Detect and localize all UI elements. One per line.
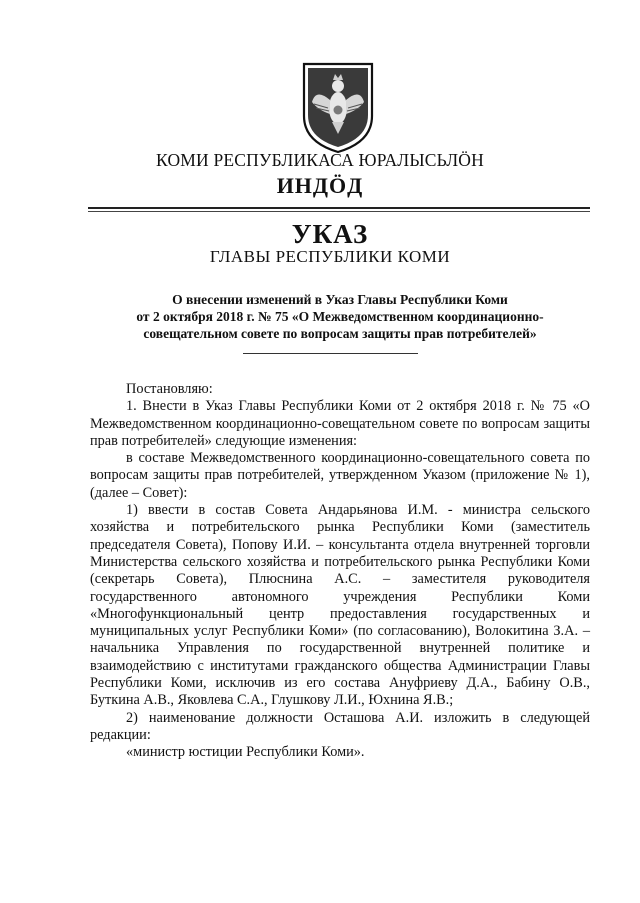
decree-point-2: 2) наименование должности Осташова А.И. изложить в следующей редакции:: [90, 709, 590, 743]
subject-line-1: О внесении изменений в Указ Главы Республики Коми: [172, 292, 508, 307]
komi-document-type: ИНДÖД: [276, 173, 364, 198]
document-body: [90, 381, 590, 762]
subject-divider: [243, 353, 418, 354]
subject-line-2: от 2 октября 2018 г. № 75 «О Межведомственном координационно-: [136, 309, 544, 324]
komi-coat-of-arms-icon: [300, 58, 376, 154]
document-subject: [90, 291, 590, 342]
document-type-title: УКАЗ: [291, 219, 369, 249]
subject-line-3: совещательном совете по вопросам защиты прав потребителей»: [143, 326, 537, 341]
decree-item-1-subparagraph: в составе Межведомственного координационно-совещательного совета по вопросам защиты прав потребителей, утвержденном Указом (приложение № 1), (далее – Совет):: [90, 450, 590, 501]
komi-republic-title: КОМИ РЕСПУБЛИКАСА ЮРАЛЫСЬЛÖН: [156, 150, 484, 170]
decree-item-1: 1. Внести в Указ Главы Республики Коми от 2 октября 2018 г. № 75 «О Межведомственном координационно-совещательном совете по вопросам защиты прав потребителей» следующие изменения:: [90, 398, 590, 449]
decree-intro: Постановляю:: [126, 381, 213, 397]
document-issuer: ГЛАВЫ РЕСПУБЛИКИ КОМИ: [209, 247, 451, 266]
header-divider-thin: [88, 211, 590, 212]
decree-quote: «министр юстиции Республики Коми».: [126, 744, 365, 761]
header-divider-thick: [88, 207, 590, 209]
decree-point-1: 1) ввести в состав Совета Андарьянова И.М. - министра сельского хозяйства и потребительского рынка Республики Коми (заместитель председателя Совета), Попову И.И. – консультанта отдела внутренней торговли Министерства сельского хозяйства и потребительского рынка Республики Коми (секретарь Совета), Плюснина А.С. – заместителя руководителя государственного автономного учреждения Республики Коми «Многофункциональный центр предоставления государственных и муниципальных услуг Республики Коми» (по согласованию), Волокитина З.А. – начальника Управления по государственной внутренней политике и взаимодействию с институтами гражданского общества Администрации Главы Республики Коми, исключив из его состава Ануфриеву Д.А., Бабину О.В., Буткина А.В., Яковлева С.А., Глушкову Л.И., Юхнина Я.В.;: [90, 502, 590, 709]
